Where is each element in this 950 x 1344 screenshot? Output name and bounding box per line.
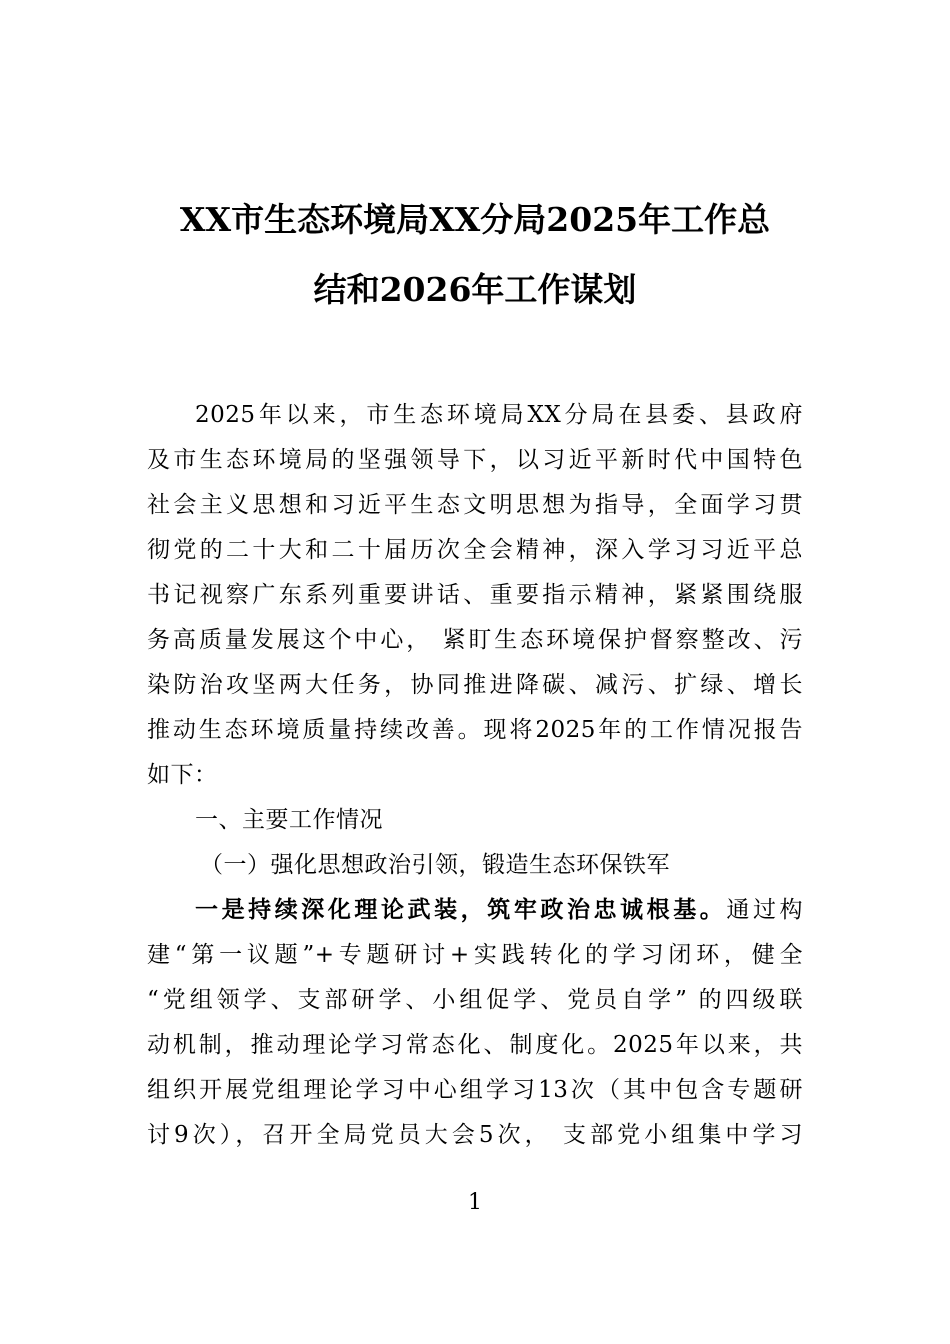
intro-line: 染防治攻坚两大任务，协同推进降碳、减污、扩绿、增长 <box>147 672 803 698</box>
document-title-line-2: 结和2026年工作谋划 <box>313 270 637 309</box>
point-lead-bold: 一是持续深化理论武装，筑牢政治忠诚根基。 <box>195 896 727 923</box>
point-line: 建“第一议题”+专题研讨+实践转化的学习闭环，健全 <box>147 942 803 968</box>
intro-line: 务高质量发展这个中心， 紧盯生态环境保护督察整改、污 <box>147 627 803 653</box>
point-line: 讨9次），召开全局党员大会5次， 支部党小组集中学习 <box>147 1122 803 1148</box>
point-line: 组织开展党组理论学习中心组学习13次（其中包含专题研 <box>147 1077 803 1103</box>
intro-line: 社会主义思想和习近平生态文明思想为指导，全面学习贯 <box>147 492 803 518</box>
intro-line: 彻党的二十大和二十届历次全会精神，深入学习习近平总 <box>147 537 803 563</box>
document-title-line-1: XX市生态环境局XX分局2025年工作总 <box>179 200 771 239</box>
point-line: “党组领学、支部研学、小组促学、党员自学” 的四级联 <box>147 987 803 1013</box>
intro-line: 书记视察广东系列重要讲话、重要指示精神，紧紧围绕服 <box>147 582 803 608</box>
point-line: 动机制，推动理论学习常态化、制度化。2025年以来，共 <box>147 1032 803 1058</box>
subsection-heading: （一）强化思想政治引领，锻造生态环保铁军 <box>200 852 670 878</box>
intro-line: 推动生态环境质量持续改善。现将2025年的工作情况报告 <box>147 717 803 743</box>
point-first-line <box>195 895 803 925</box>
intro-line: 如下： <box>147 762 218 788</box>
intro-line: 及市生态环境局的坚强领导下，以习近平新时代中国特色 <box>147 447 803 473</box>
section-heading: 一、主要工作情况 <box>195 807 383 833</box>
point-lead-rest: 通过构 <box>726 897 804 923</box>
page-number: 1 <box>468 1190 482 1215</box>
intro-line: 2025年以来，市生态环境局XX分局在县委、县政府 <box>195 402 803 428</box>
